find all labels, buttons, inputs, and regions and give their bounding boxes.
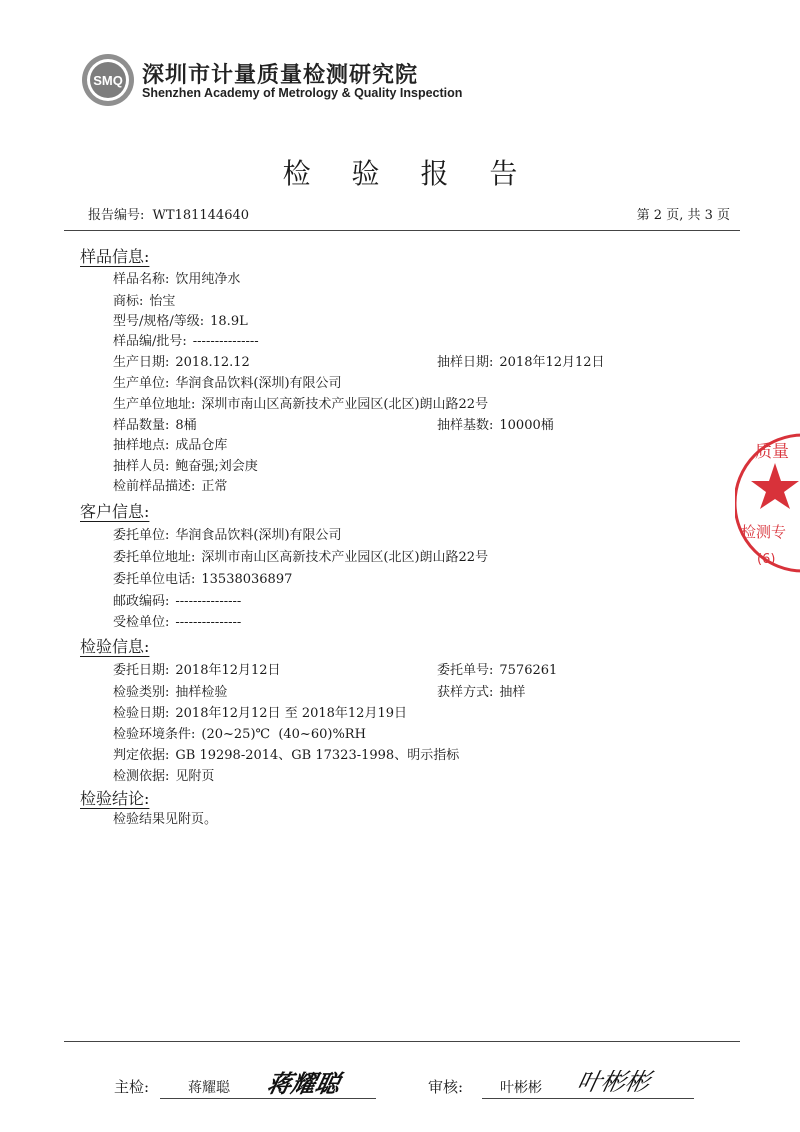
- sampling-date-row: [437, 351, 605, 370]
- quantity-label: 样品数量:: [113, 418, 170, 433]
- inspection-period-label: 检验日期:: [113, 706, 170, 721]
- reviewer-signature-line: [482, 1098, 694, 1099]
- postcode-label: 邮政编码:: [113, 594, 170, 609]
- conclusion-section-title: 检验结论:: [80, 789, 150, 808]
- model-row: [113, 310, 248, 329]
- seal-text-mid: 检测专: [741, 523, 787, 541]
- client-phone-value: 13538036897: [201, 572, 293, 587]
- sample-description-row: [113, 475, 227, 494]
- order-number-row: [437, 659, 557, 678]
- producer-address-label: 生产单位地址:: [113, 397, 196, 412]
- environment-value: (20~25)℃ (40~60)%RH: [201, 727, 366, 742]
- judgment-basis-row: [113, 744, 459, 763]
- inspected-unit-value: ---------------: [175, 615, 242, 630]
- producer-value: 华润食品饮料(深圳)有限公司: [175, 376, 342, 391]
- samplers-label: 抽样人员:: [113, 459, 170, 474]
- judgment-basis-label: 判定依据:: [113, 748, 170, 763]
- model-label: 型号/规格/等级:: [113, 314, 205, 329]
- report-number: [88, 204, 249, 223]
- client-unit-value: 华润食品饮料(深圳)有限公司: [175, 528, 342, 543]
- inspection-type-row: [113, 681, 227, 700]
- sample-method-row: [437, 681, 525, 700]
- sampling-date-label: 抽样日期:: [437, 355, 494, 370]
- inspector-signature-line: [160, 1098, 376, 1099]
- postcode-row: [113, 590, 241, 609]
- sampling-date-value: 2018年12月12日: [499, 355, 605, 370]
- commission-date-label: 委托日期:: [113, 663, 170, 678]
- client-address-value: 深圳市南山区高新技术产业园区(北区)朗山路22号: [201, 550, 489, 565]
- test-basis-value: 见附页: [175, 769, 215, 784]
- commission-date-value: 2018年12月12日: [175, 663, 281, 678]
- report-number-label: 报告编号:: [88, 208, 145, 223]
- client-address-label: 委托单位地址:: [113, 550, 196, 565]
- production-date-row: [113, 351, 250, 370]
- sample-description-value: 正常: [201, 479, 228, 494]
- batch-label: 样品编/批号:: [113, 334, 187, 349]
- production-date-label: 生产日期:: [113, 355, 170, 370]
- brand-value: 怡宝: [149, 294, 176, 309]
- inspection-type-value: 抽样检验: [175, 685, 228, 700]
- inspected-unit-label: 受检单位:: [113, 615, 170, 630]
- inspection-period-row: [113, 702, 407, 721]
- quantity-row: [113, 414, 197, 433]
- client-phone-row: [113, 568, 292, 587]
- environment-row: [113, 723, 366, 742]
- producer-address-value: 深圳市南山区高新技术产业园区(北区)朗山路22号: [201, 397, 489, 412]
- producer-address-row: [113, 393, 488, 412]
- environment-label: 检验环境条件:: [113, 727, 196, 742]
- sample-description-label: 检前样品描述:: [113, 479, 196, 494]
- judgment-basis-value: GB 19298-2014、GB 17323-1998、明示指标: [175, 748, 460, 763]
- report-number-value: WT181144640: [152, 208, 250, 223]
- production-date-value: 2018.12.12: [175, 355, 250, 370]
- client-unit-label: 委托单位:: [113, 528, 170, 543]
- reviewer-signature: 叶彬彬: [574, 1068, 653, 1096]
- batch-value: ---------------: [192, 334, 259, 349]
- client-unit-row: [113, 524, 342, 543]
- producer-label: 生产单位:: [113, 376, 170, 391]
- commission-date-row: [113, 659, 281, 678]
- inspector-name: 蒋耀聪: [188, 1080, 230, 1096]
- inspection-type-label: 检验类别:: [113, 685, 170, 700]
- sample-section-title: 样品信息:: [80, 247, 150, 266]
- samplers-row: [113, 455, 258, 474]
- logo-text: SMQ: [93, 73, 123, 88]
- inspection-period-value: 2018年12月12日 至 2018年12月19日: [175, 706, 407, 721]
- header-divider: [64, 230, 740, 231]
- sample-method-value: 抽样: [499, 685, 526, 700]
- org-name-en: Shenzhen Academy of Metrology & Quality Inspection: [142, 86, 463, 100]
- sample-name-label: 样品名称:: [113, 272, 170, 287]
- client-section-title: 客户信息:: [80, 502, 150, 521]
- sampling-location-row: [113, 434, 227, 453]
- base-quantity-row: [437, 414, 554, 433]
- postcode-value: ---------------: [175, 594, 242, 609]
- client-phone-label: 委托单位电话:: [113, 572, 196, 587]
- samplers-value: 鲍奋强;刘会庚: [175, 459, 258, 474]
- order-number-label: 委托单号:: [437, 663, 494, 678]
- official-seal: [735, 425, 800, 585]
- producer-row: [113, 372, 342, 391]
- quantity-value: 8桶: [175, 418, 197, 433]
- document-title: 检 验 报 告: [282, 157, 534, 190]
- page-info: 第 2 页, 共 3 页: [636, 208, 730, 223]
- seal-number: (6): [757, 552, 776, 567]
- order-number-value: 7576261: [499, 663, 558, 678]
- client-address-row: [113, 546, 488, 565]
- smq-logo: [80, 52, 136, 108]
- batch-row: [113, 330, 259, 349]
- sampling-location-value: 成品仓库: [175, 438, 228, 453]
- footer-divider: [64, 1041, 740, 1042]
- org-name-cn: 深圳市计量质量检测研究院: [142, 63, 419, 88]
- inspector-label: 主检:: [114, 1078, 150, 1096]
- reviewer-label: 审核:: [428, 1078, 464, 1096]
- model-value: 18.9L: [210, 314, 248, 329]
- sample-name-row: [113, 268, 240, 287]
- test-basis-label: 检测依据:: [113, 769, 170, 784]
- brand-row: [113, 290, 175, 309]
- conclusion-text: 检验结果见附页。: [113, 812, 218, 827]
- inspector-signature: 蒋耀聪: [264, 1070, 343, 1098]
- sample-name-value: 饮用纯净水: [175, 272, 241, 287]
- test-basis-row: [113, 765, 214, 784]
- base-quantity-label: 抽样基数:: [437, 418, 494, 433]
- sample-method-label: 获样方式:: [437, 685, 494, 700]
- sampling-location-label: 抽样地点:: [113, 438, 170, 453]
- seal-star: [751, 463, 799, 509]
- reviewer-name: 叶彬彬: [500, 1080, 542, 1096]
- seal-text-top: 质量: [755, 442, 789, 462]
- inspected-unit-row: [113, 611, 241, 630]
- base-quantity-value: 10000桶: [499, 418, 554, 433]
- inspection-section-title: 检验信息:: [80, 637, 150, 656]
- brand-label: 商标:: [113, 294, 144, 309]
